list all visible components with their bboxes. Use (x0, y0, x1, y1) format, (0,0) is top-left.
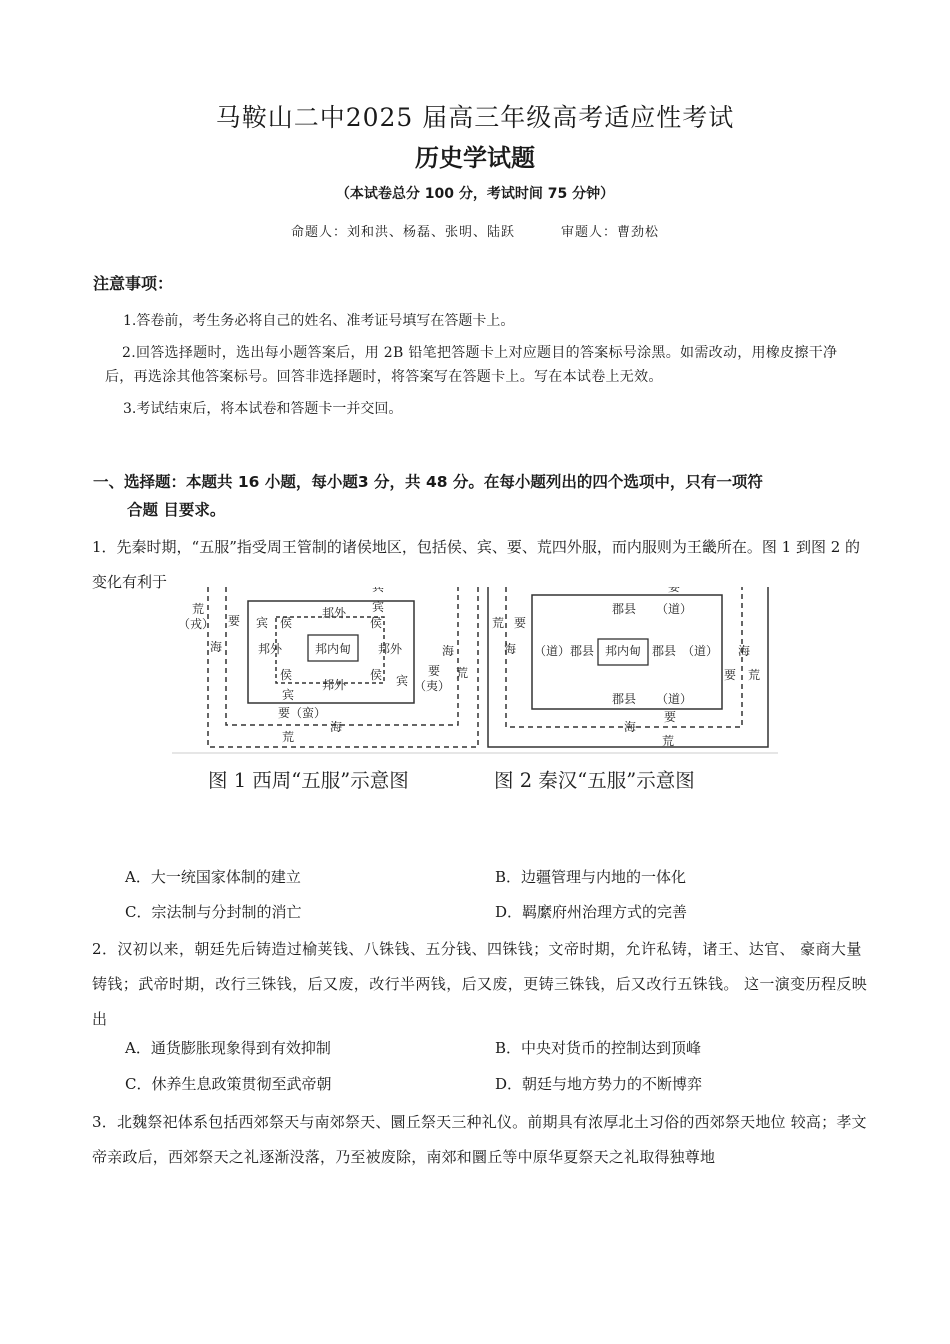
fig2-junxian-top: 郡县 (611, 602, 637, 616)
q1-option-b[interactable]: B．边疆管理与内地的一体化 (495, 868, 687, 886)
fig2-yao-top: 要 (667, 587, 681, 594)
fig1-caption: 图 1 西周“五服”示意图 (208, 769, 409, 792)
fig2-hai-right: 海 (737, 644, 751, 658)
fig1-rong: （戎） (177, 617, 215, 631)
question-3-stem: 3．北魏祭祀体系包括西郊祭天与南郊祭天、圜丘祭天三种礼仪。前期具有浓厚北土习俗的西郊祭天地位 较高；孝文帝亲政后，西郊祭天之礼逐渐没落，乃至被废除，南郊和圜丘等中原华夏祭天之礼取得独尊地 (92, 1113, 867, 1166)
q2-option-d[interactable]: D．朝廷与地方势力的不断博弈 (495, 1075, 703, 1093)
fig1-bangnei: 邦内甸 (314, 642, 352, 656)
fig1-bangwai-top: 邦外 (321, 606, 347, 620)
fig2-dao-bottom: （道） (655, 692, 693, 706)
fig1-yi: （夷） (413, 679, 451, 693)
fig1-huang-right: 荒 (455, 666, 469, 680)
notice-heading: 注意事项： (93, 274, 174, 293)
q1-option-d[interactable]: D．羁縻府州治理方式的完善 (495, 903, 688, 921)
authors-line (0, 221, 950, 240)
fig1-bangwai-left: 邦外 (257, 642, 283, 656)
q1-option-a[interactable]: A．大一统国家体制的建立 (125, 868, 301, 886)
exam-info: （本试卷总分 100 分，考试时间 75 分钟） (335, 186, 615, 202)
fig1-yao-left: 要 (227, 614, 241, 628)
fig1-hou-bl: 侯 (279, 668, 293, 682)
fig1-bangwai-bottom: 邦外 (321, 678, 347, 692)
fig2-huang-left: 荒 (491, 616, 505, 630)
fig2-huang-bottom: 荒 (661, 734, 675, 748)
question-2-stem: 2．汉初以来，朝廷先后铸造过榆荚钱、八铢钱、五分钱、四铢钱；文帝时期，允许私铸，诸王、达官、 豪商大量铸钱；武帝时期，改行三铢钱，后又废，改行半两钱，后又废，更铸三铢钱，后又改行五铢钱。 这一演变历程反映出 (92, 940, 868, 1028)
fig1-bin-left: 宾 (255, 616, 269, 630)
section-heading-line2: 合题 目要求。 (127, 501, 226, 519)
fig2-caption: 图 2 秦汉“五服”示意图 (494, 769, 695, 792)
fig2-junxian-right: 郡县 (651, 644, 677, 658)
fig1-yao-man: 要（蛮） (277, 706, 327, 720)
q2-option-a[interactable]: A．通货膨胀现象得到有效抑制 (125, 1039, 331, 1057)
question-setters: 命题人：刘和洪、杨磊、张明、陆跃 (290, 225, 515, 240)
notice-item-1: 1.答卷前，考生务必将自己的姓名、准考证号填写在答题卡上。 (123, 313, 515, 329)
fig2-yao-bottom: 要 (663, 710, 677, 724)
reviewer: 审题人：曹劲松 (561, 225, 660, 240)
q2-option-b[interactable]: B．中央对货币的控制达到顶峰 (495, 1039, 702, 1057)
section-heading (93, 468, 863, 524)
fig1-hou-br: 侯 (369, 668, 383, 682)
fig1-huang-bottom: 荒 (281, 730, 295, 744)
fig1-huang: 荒 (191, 602, 205, 616)
fig1-bin-inner-top: 宾 (371, 600, 385, 614)
notice-item-3: 3.考试结束后，将本试卷和答题卡一并交回。 (123, 401, 403, 417)
fig1-hou-tl: 侯 (279, 616, 293, 630)
subject-title: 历史学试题 (415, 144, 535, 172)
fig1-yao-yi (414, 664, 450, 693)
fig1-bin-bottom: 宾 (281, 688, 295, 702)
exam-title: 马鞍山二中2025 届高三年级高考适应性考试 (215, 103, 735, 132)
section-heading-line1: 一、选择题：本题共 16 小题，每小题3 分，共 48 分。在每小题列出的四个选项中，只有一项符 (93, 473, 763, 491)
fig2-hai-left: 海 (503, 642, 517, 656)
fig1-hai-left: 海 (209, 640, 223, 654)
q1-option-c[interactable]: C．宗法制与分封制的消亡 (125, 903, 302, 921)
fig2-junxian-left: 郡县 (569, 644, 595, 658)
fig2-huang-right: 荒 (747, 668, 761, 682)
fig1-hou-tr: 侯 (369, 616, 383, 630)
notice-item-2: 2.回答选择题时，选出每小题答案后，用 2B 铅笔把答题卡上对应题目的答案标号涂黑。如需改动，用橡皮擦干净后，再选涂其他答案标号。回答非选择题时，将答案写在答题卡上。写在本试卷上无效。 (105, 345, 838, 385)
fig1-hai-right: 海 (441, 644, 455, 658)
fig2-yao-left: 要 (513, 616, 527, 630)
fig1-hai-bottom: 海 (329, 720, 343, 734)
fig2-hai-bottom: 海 (623, 720, 637, 734)
q2-option-c[interactable]: C．休养生息政策贯彻至武帝朝 (125, 1075, 332, 1093)
fig1-yao-right: 要 (427, 664, 441, 678)
fig2-dao-right: （道） (681, 644, 719, 658)
fig1-bin-top: 宾 (371, 587, 385, 594)
fig2-yao-right: 要 (723, 668, 737, 682)
fig2-dao-left: （道） (533, 644, 571, 658)
wufu-figure (172, 587, 778, 799)
fig2-junxian-bottom: 郡县 (611, 692, 637, 706)
question-1-stem: 1．先秦时期，“五服”指受周王管制的诸侯地区，包括侯、宾、要、荒四外服，而内服则为王畿所在。图 1 到图 2 的变化有利于 (92, 538, 861, 591)
fig2-bangnei: 邦内甸 (604, 644, 642, 658)
fig1-bin-right: 宾 (395, 674, 409, 688)
fig1-bangwai-right: 邦外 (377, 642, 403, 656)
fig2-dao-top: （道） (655, 602, 693, 616)
